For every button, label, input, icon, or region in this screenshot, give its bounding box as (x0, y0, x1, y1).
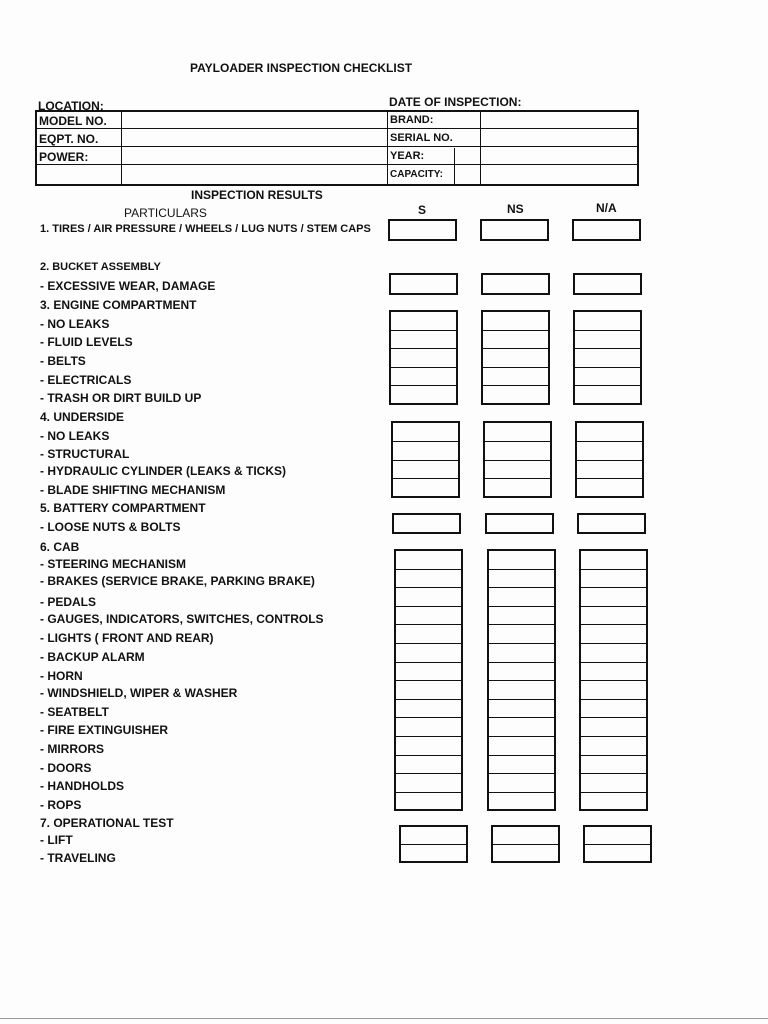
checkbox-row-divider (581, 773, 646, 774)
list-item: - WINDSHIELD, WIPER & WASHER (40, 686, 238, 700)
checkbox-row-divider (585, 844, 650, 845)
checkbox-row-divider (396, 643, 461, 644)
checkbox-row-divider (396, 736, 461, 737)
year-label: YEAR: (390, 150, 425, 162)
list-item: 1. TIRES / AIR PRESSURE / WHEELS / LUG NUTS / STEM CAPS (40, 223, 371, 235)
checkbox-row-divider (581, 606, 646, 607)
list-item: - BACKUP ALARM (40, 650, 145, 664)
list-item: - MIRRORS (40, 742, 104, 756)
checkbox-row-divider (401, 844, 466, 845)
tires-na-checkbox-group[interactable] (572, 219, 641, 241)
checkbox-row-divider (581, 699, 646, 700)
list-item: - EXCESSIVE WEAR, DAMAGE (40, 279, 216, 293)
list-item: 6. CAB (40, 540, 80, 554)
list-item: - FLUID LEVELS (40, 335, 133, 349)
checkbox-row-divider (581, 717, 646, 718)
particulars-heading: PARTICULARS (124, 206, 207, 220)
battery-ns-checkbox-group[interactable] (485, 513, 554, 534)
checkbox-row-divider (489, 699, 554, 700)
underside-ns-checkbox-group[interactable] (483, 421, 552, 498)
checkbox-row-divider (396, 606, 461, 607)
checkbox-row-divider (581, 643, 646, 644)
checkbox-row-divider (575, 330, 640, 331)
checkbox-row-divider (393, 460, 458, 461)
engine-na-checkbox-group[interactable] (573, 310, 642, 405)
checkbox-row-divider (483, 330, 548, 331)
page-edge-divider (0, 1018, 768, 1019)
list-item: - FIRE EXTINGUISHER (40, 723, 169, 737)
tires-ns-checkbox-group[interactable] (480, 219, 549, 241)
checkbox-row-divider (581, 755, 646, 756)
checkbox-row-divider (489, 773, 554, 774)
checkbox-row-divider (391, 348, 456, 349)
bucket-ns-checkbox-group[interactable] (481, 273, 550, 295)
checkbox-row-divider (485, 441, 550, 442)
checkbox-row-divider (577, 441, 642, 442)
checkbox-row-divider (575, 367, 640, 368)
checkbox-row-divider (577, 460, 642, 461)
underside-s-checkbox-group[interactable] (391, 421, 460, 498)
checkbox-row-divider (396, 587, 461, 588)
checkbox-row-divider (489, 717, 554, 718)
list-item: 4. UNDERSIDE (40, 410, 125, 424)
location-label: LOCATION: (38, 99, 104, 113)
checkbox-row-divider (575, 385, 640, 386)
tires-s-checkbox-group[interactable] (388, 219, 457, 241)
column-header-na: N/A (596, 201, 617, 215)
operational-na-checkbox-group[interactable] (583, 825, 652, 863)
page-title: PAYLOADER INSPECTION CHECKLIST (190, 61, 413, 75)
checkbox-row-divider (489, 792, 554, 793)
checkbox-row-divider (489, 624, 554, 625)
list-item: 3. ENGINE COMPARTMENT (40, 298, 197, 312)
list-item: - HANDHOLDS (40, 779, 124, 793)
checkbox-row-divider (493, 844, 558, 845)
checkbox-row-divider (489, 606, 554, 607)
list-item: - LOOSE NUTS & BOLTS (40, 520, 181, 534)
underside-na-checkbox-group[interactable] (575, 421, 644, 498)
checkbox-row-divider (485, 460, 550, 461)
checkbox-row-divider (396, 680, 461, 681)
checkbox-row-divider (581, 736, 646, 737)
battery-s-checkbox-group[interactable] (392, 513, 461, 534)
checkbox-row-divider (489, 755, 554, 756)
checkbox-row-divider (483, 385, 548, 386)
checkbox-row-divider (396, 699, 461, 700)
list-item: 7. OPERATIONAL TEST (40, 816, 174, 830)
checkbox-row-divider (577, 478, 642, 479)
operational-s-checkbox-group[interactable] (399, 825, 468, 863)
checkbox-row-divider (396, 624, 461, 625)
model-no-label: MODEL NO. (39, 114, 107, 128)
list-item: - HORN (40, 669, 83, 683)
list-item: - DOORS (40, 761, 92, 775)
list-item: - ROPS (40, 798, 82, 812)
checkbox-row-divider (391, 385, 456, 386)
checkbox-row-divider (483, 348, 548, 349)
bucket-na-checkbox-group[interactable] (573, 273, 642, 295)
checkbox-row-divider (581, 680, 646, 681)
list-item: - STEERING MECHANISM (40, 557, 187, 571)
checkbox-row-divider (489, 680, 554, 681)
checkbox-row-divider (575, 348, 640, 349)
column-header-s: S (418, 203, 427, 217)
list-item: - NO LEAKS (40, 317, 110, 331)
checkbox-row-divider (489, 569, 554, 570)
checkbox-row-divider (396, 792, 461, 793)
equipment-info-table (35, 110, 639, 186)
cab-ns-checkbox-group[interactable] (487, 549, 556, 811)
checkbox-row-divider (396, 773, 461, 774)
checkbox-row-divider (485, 478, 550, 479)
capacity-label: CAPACITY: (390, 169, 443, 180)
serial-no-label: SERIAL NO. (390, 132, 453, 144)
list-item: - NO LEAKS (40, 429, 110, 443)
checkbox-row-divider (396, 755, 461, 756)
checkbox-row-divider (489, 662, 554, 663)
list-item: - SEATBELT (40, 705, 109, 719)
eqpt-no-label: EQPT. NO. (39, 132, 99, 146)
checkbox-row-divider (489, 587, 554, 588)
checkbox-row-divider (581, 662, 646, 663)
brand-label: BRAND: (390, 114, 434, 126)
list-item: - BRAKES (SERVICE BRAKE, PARKING BRAKE) (40, 574, 315, 588)
checkbox-row-divider (393, 478, 458, 479)
list-item: - LIFT (40, 833, 73, 847)
list-item: - PEDALS (40, 595, 97, 609)
cab-na-checkbox-group[interactable] (579, 549, 648, 811)
engine-s-checkbox-group[interactable] (389, 310, 458, 405)
list-item: - HYDRAULIC CYLINDER (LEAKS & TICKS) (40, 464, 286, 478)
list-item: - LIGHTS ( FRONT AND REAR) (40, 631, 214, 645)
checkbox-row-divider (396, 717, 461, 718)
checkbox-row-divider (483, 367, 548, 368)
list-item: - BLADE SHIFTING MECHANISM (40, 483, 226, 497)
bucket-s-checkbox-group[interactable] (389, 273, 458, 295)
operational-ns-checkbox-group[interactable] (491, 825, 560, 863)
checkbox-row-divider (581, 624, 646, 625)
list-item: 2. BUCKET ASSEMBLY (40, 261, 161, 273)
checkbox-row-divider (396, 569, 461, 570)
list-item: - BELTS (40, 354, 86, 368)
list-item: - STRUCTURAL (40, 447, 130, 461)
battery-na-checkbox-group[interactable] (577, 513, 646, 534)
checkbox-row-divider (581, 792, 646, 793)
column-header-ns: NS (507, 202, 524, 216)
checkbox-row-divider (489, 736, 554, 737)
checkbox-row-divider (393, 441, 458, 442)
checkbox-row-divider (581, 569, 646, 570)
checkbox-row-divider (391, 367, 456, 368)
list-item: 5. BATTERY COMPARTMENT (40, 501, 206, 515)
list-item: - GAUGES, INDICATORS, SWITCHES, CONTROLS (40, 612, 324, 626)
cab-s-checkbox-group[interactable] (394, 549, 463, 811)
checkbox-row-divider (396, 662, 461, 663)
date-of-inspection-label: DATE OF INSPECTION: (389, 95, 522, 109)
inspection-results-heading: INSPECTION RESULTS (191, 188, 323, 202)
checkbox-row-divider (581, 587, 646, 588)
checkbox-row-divider (391, 330, 456, 331)
engine-ns-checkbox-group[interactable] (481, 310, 550, 405)
checkbox-row-divider (489, 643, 554, 644)
list-item: - TRASH OR DIRT BUILD UP (40, 391, 202, 405)
list-item: - TRAVELING (40, 851, 116, 865)
list-item: - ELECTRICALS (40, 373, 132, 387)
power-label: POWER: (39, 150, 89, 164)
